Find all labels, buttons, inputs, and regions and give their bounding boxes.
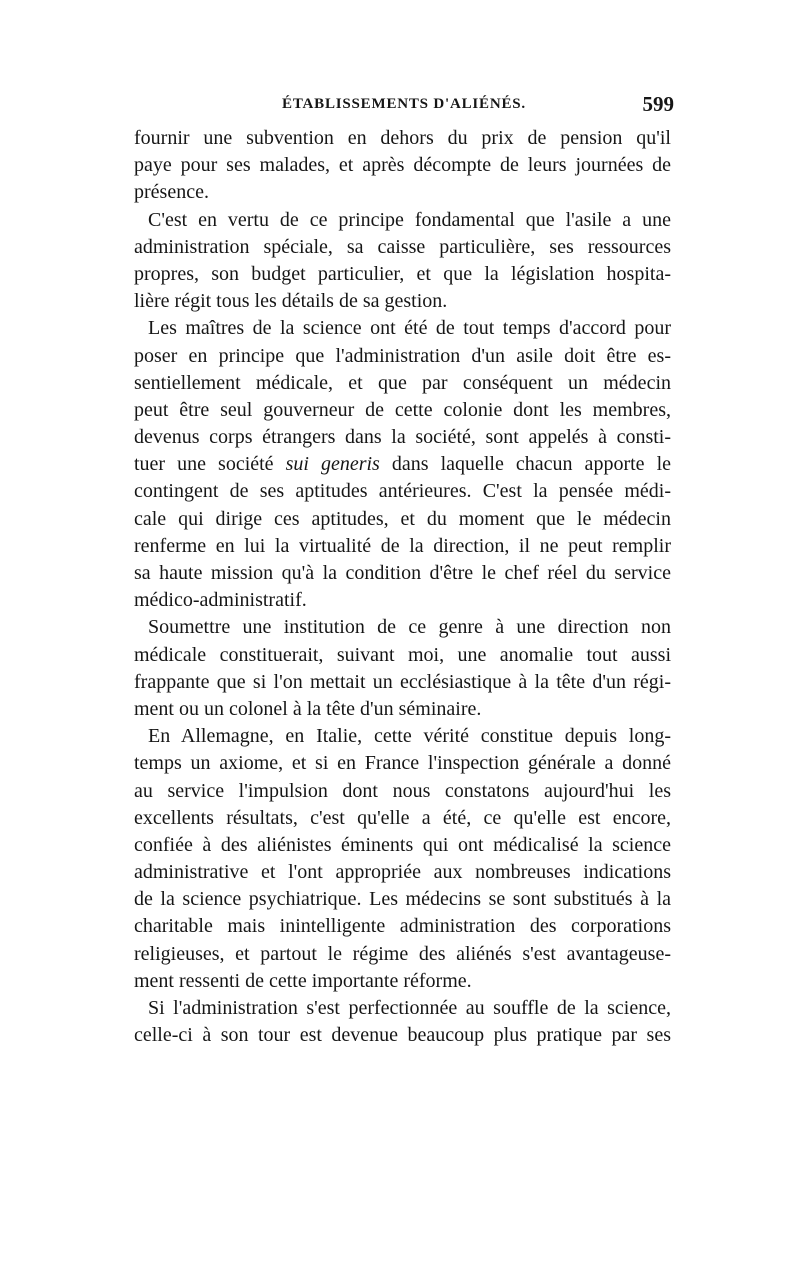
running-title: ÉTABLISSEMENTS D'ALIÉNÉS. (282, 96, 526, 112)
page-number: 599 (642, 92, 674, 116)
text-line: fournir une subvention en dehors du prix de pension qu'il (134, 127, 671, 149)
text-line: contingent de ses aptitudes antérieures. C'est la pensée médi- (134, 480, 671, 503)
text-line: administration spéciale, sa caisse particulière, ses ressources (134, 235, 671, 258)
paragraph-first-line: En Allemagne, en Italie, cette vérité constitue depuis long- (148, 725, 671, 748)
text-line: propres, son budget particulier, et que la législation hospita- (134, 262, 671, 285)
text-line: sa haute mission qu'à la condition d'être le chef réel du service (134, 562, 671, 584)
text-line: temps un axiome, et si en France l'inspection générale a donné (134, 752, 671, 775)
text-line: lière régit tous les détails de sa gestion. (134, 290, 448, 313)
text-line: de la science psychiatrique. Les médecins se sont substitués à la (134, 888, 671, 911)
paragraph-first-line: C'est en vertu de ce principe fondamental que l'asile a une (148, 208, 671, 231)
text-line: charitable mais inintelligente administration des corporations (134, 915, 671, 938)
text-line: peut être seul gouverneur de cette colonie dont les membres, (134, 398, 671, 421)
text-line: frappante que si l'on mettait un ecclésiastique à la tête d'un régi- (134, 670, 671, 693)
paragraph-first-line: Si l'administration s'est perfectionnée au souffle de la science, (148, 997, 671, 1019)
text-segment: dans laquelle chacun apporte le (379, 453, 671, 476)
text-line: au service l'impulsion dont nous constatons aujourd'hui les (134, 779, 671, 802)
text-line: renferme en lui la virtualité de la direction, il ne peut remplir (134, 534, 671, 557)
paragraph-first-line: Soumettre une institution de ce genre à une direction non (148, 616, 671, 639)
text-line: médico-administratif. (134, 589, 307, 612)
paragraph-first-line: Les maîtres de la science ont été de tout temps d'accord pour (148, 317, 671, 340)
text-line: ment ressenti de cette importante réforme. (134, 969, 472, 992)
text-line: devenus corps étrangers dans la société, sont appelés à consti- (134, 426, 671, 449)
text-line: paye pour ses malades, et après décompte de leurs journées de (134, 154, 671, 177)
text-line: confiée à des aliénistes éminents qui ont médicalisé la science (134, 833, 671, 856)
text-line: poser en principe que l'administration d'un asile doit être es- (134, 344, 671, 367)
italic-phrase: sui generis (285, 453, 380, 476)
running-head (134, 92, 674, 118)
text-line: médicale constituerait, suivant moi, une anomalie tout aussi (134, 643, 671, 666)
text-line: présence. (134, 181, 209, 204)
text-line: celle-ci à son tour est devenue beaucoup plus pratique par ses (134, 1024, 671, 1047)
text-line: ment ou un colonel à la tête d'un séminaire. (134, 697, 482, 720)
text-line-with-italic (134, 451, 671, 478)
body-text (134, 125, 671, 1049)
text-line: cale qui dirige ces aptitudes, et du moment que le médecin (134, 507, 671, 530)
text-line: administrative et l'ont appropriée aux nombreuses indications (134, 861, 671, 884)
text-line: religieuses, et partout le régime des aliénés s'est avantageuse- (134, 942, 671, 965)
text-segment: tuer une société (134, 453, 286, 476)
text-line: sentiellement médicale, et que par conséquent un médecin (134, 371, 671, 394)
text-line: excellents résultats, c'est qu'elle a été, ce qu'elle est encore, (134, 806, 671, 829)
